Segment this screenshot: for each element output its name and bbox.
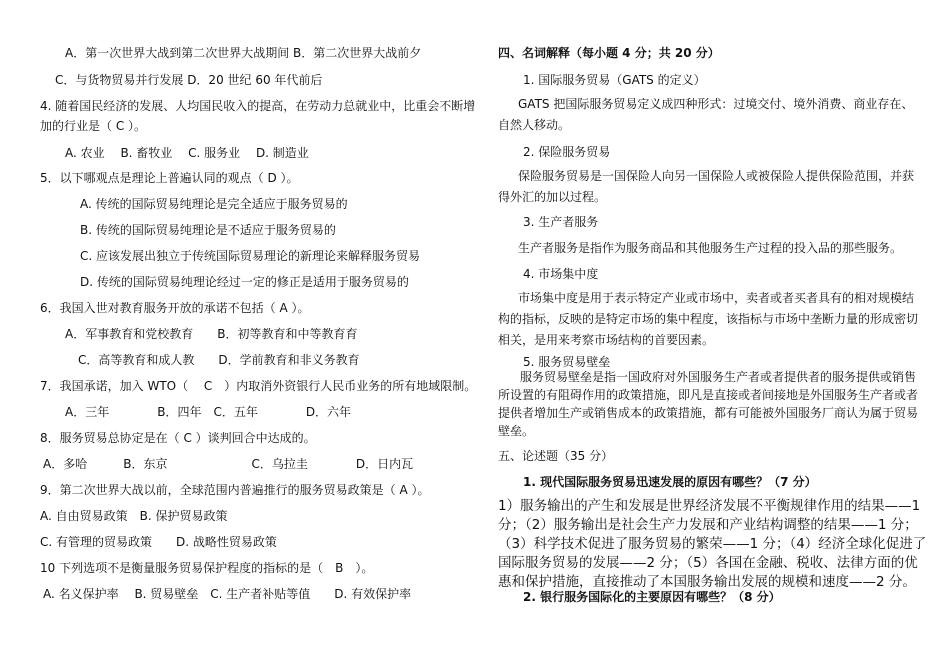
essay1-body: 1）服务输出的产生和发展是世界经济发展不平衡规律作用的结果——1 分；（2）服务输出是社会生产力发展和产业结构调整的结果——1 分；（3）科学技术促进了服务贸易的繁荣——1 分；（4）经济全球化促进了国际服务贸易的发展——2 分；（5）各国在金融、税收、法律方面的优惠和保护措施，直接推动了本国服务输出发展的规模和速度——2 分。 — [498, 498, 927, 590]
term1-title: 1. 国际服务贸易（GATS 的定义） — [523, 73, 706, 87]
q6-stem: 6．我国入世对教育服务开放的承诺不包括（ A ）。 — [40, 301, 310, 315]
q6-options-cd: C．高等教育和成人教 D．学前教育和非义务教育 — [78, 353, 360, 367]
term3-body: 生产者服务是指作为服务商品和其他服务生产过程的投入品的那些服务。 — [518, 241, 903, 255]
term4-body: 市场集中度是用于表示特定产业或市场中，卖者或者买者具有的相对规模结构的指标，反映的是特定市场的集中程度，该指标与市场中垄断力量的形成密切相关，是用来考察市场结构的首要因素。 — [498, 291, 919, 347]
term2-title: 2. 保险服务贸易 — [523, 145, 611, 159]
term5-body: 服务贸易壁垒是指一国政府对外国服务生产者或者提供者的服务提供或销售所设置的有阻碍作用的政策措施，即凡是直接或者间接地是外国服务生产者或者提供者增加生产或销售成本的政策措施，都有可能被外国服务厂商认为属于贸易壁垒。 — [498, 370, 919, 438]
term2-body: 保险服务贸易是一国保险人向另一国保险人或被保险人提供保险范围，并获得外汇的加以过程。 — [498, 169, 915, 204]
q9-stem: 9．第二次世界大战以前，全球范围内普遍推行的服务贸易政策是（ A ）。 — [40, 483, 430, 497]
q10-options: A. 名义保护率 B. 贸易壁垒 C. 生产者补贴等值 D. 有效保护率 — [43, 587, 412, 601]
section5-title: 五、论述题（35 分） — [498, 449, 614, 463]
q5-stem: 5．以下哪观点是理论上普遍认同的观点（ D ）。 — [40, 171, 299, 185]
q7-stem: 7．我国承诺，加入 WTO（ C ）内取消外资银行人民币业务的所有地域限制。 — [40, 379, 477, 393]
section4-title: 四、名词解释（每小题 4 分；共 20 分） — [498, 46, 720, 60]
term3-title: 3. 生产者服务 — [523, 215, 599, 229]
q3-options-ab: A．第一次世界大战到第二次世界大战期间 B．第二次世界大战前夕 — [65, 46, 422, 60]
q9-options-cd: C. 有管理的贸易政策 D. 战略性贸易政策 — [40, 535, 277, 549]
essay2-title: 2. 银行服务国际化的主要原因有哪些？（8 分） — [523, 590, 781, 604]
q7-options: A．三年 B．四年 C．五年 D．六年 — [65, 405, 352, 419]
q5-option-c: C. 应该发展出独立于传统国际贸易理论的新理论来解释服务贸易 — [80, 249, 421, 263]
term1-body: GATS 把国际服务贸易定义成四种形式：过境交付、境外消费、商业存在、自然人移动。 — [498, 97, 914, 132]
q5-option-b: B. 传统的国际贸易纯理论是不适应于服务贸易的 — [80, 223, 336, 237]
q4-stem-line1: 4. 随着国民经济的发展、人均国民收入的提高，在劳动力总就业中，比重会不断增 — [40, 99, 476, 113]
q10-stem: 10 下列选项不是衡量服务贸易保护程度的指标的是（ B ）。 — [40, 561, 374, 575]
q8-stem: 8．服务贸易总协定是在（ C ）谈判回合中达成的。 — [40, 431, 316, 445]
essay1-title: 1. 现代国际服务贸易迅速发展的原因有哪些？（7 分） — [523, 475, 817, 489]
q8-options: A．多哈 B．东京 C．乌拉圭 D．日内瓦 — [43, 457, 414, 471]
q4-options: A. 农业 B. 畜牧业 C. 服务业 D. 制造业 — [65, 146, 309, 160]
term4-title: 4. 市场集中度 — [523, 267, 599, 281]
q4-stem-line2: 加的行业是（ C ）。 — [40, 119, 147, 133]
q6-options-ab: A．军事教育和党校教育 B．初等教育和中等教育育 — [65, 327, 358, 341]
term5-title: 5. 服务贸易壁垒 — [523, 355, 611, 369]
q9-options-ab: A. 自由贸易政策 B. 保护贸易政策 — [40, 509, 228, 523]
q5-option-a: A. 传统的国际贸易纯理论是完全适应于服务贸易的 — [80, 197, 348, 211]
q3-options-cd: C．与货物贸易并行发展 D．20 世纪 60 年代前后 — [55, 73, 323, 87]
q5-option-d: D. 传统的国际贸易纯理论经过一定的修正是适用于服务贸易的 — [80, 275, 409, 289]
